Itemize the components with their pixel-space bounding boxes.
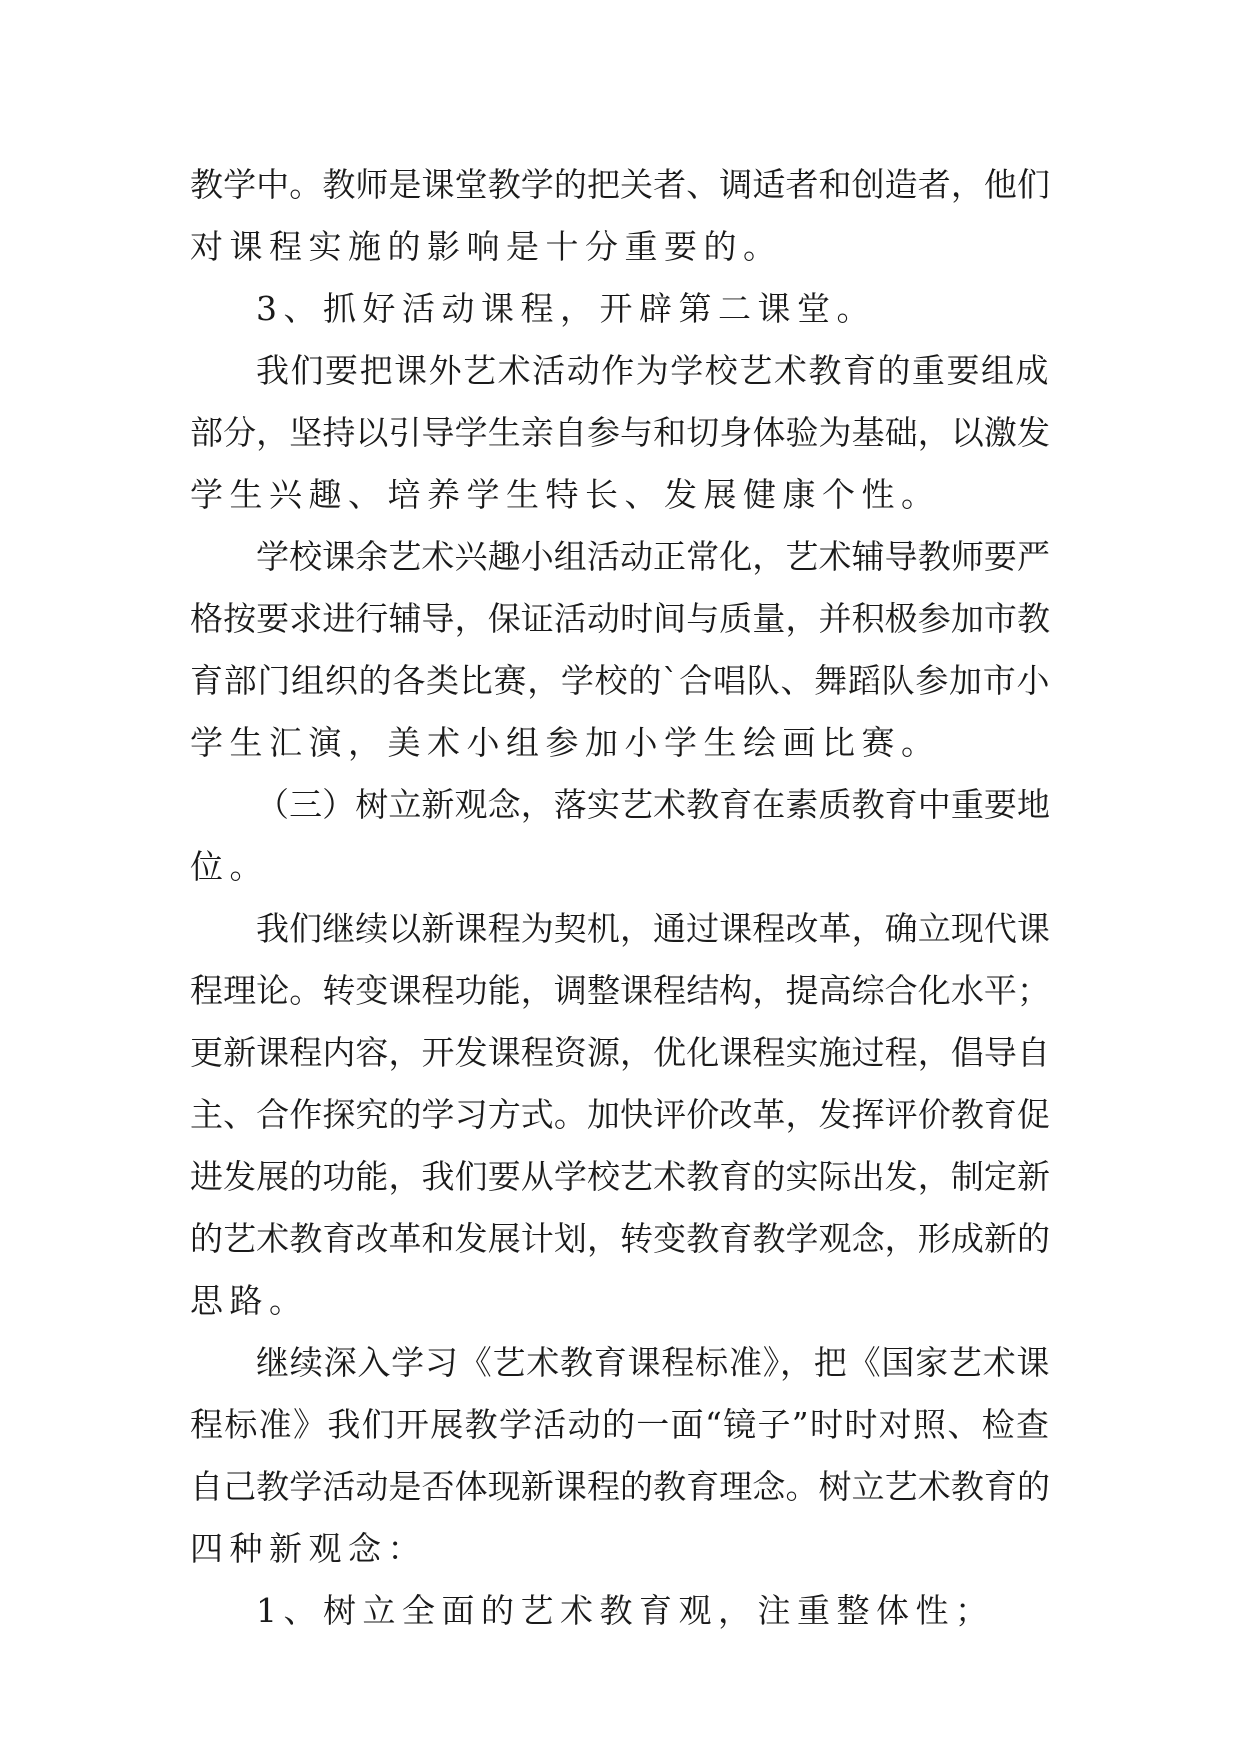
- text-line-4: 我们要把课外艺术活动作为学校艺术教育的重要组成: [256, 351, 1050, 390]
- text-line-15: 更新课程内容，开发课程资源，优化课程实施过程，倡导自: [190, 1033, 1050, 1072]
- text-line-23: 四种新观念：: [190, 1529, 427, 1568]
- text-line-11: （三）树立新观念，落实艺术教育在素质教育中重要地: [256, 785, 1050, 824]
- text-line-2: 对课程实施的影响是十分重要的。: [190, 227, 783, 266]
- text-line-16: 主、合作探究的学习方式。加快评价改革，发挥评价教育促: [190, 1095, 1050, 1134]
- text-line-12: 位。: [190, 847, 269, 886]
- text-line-20: 继续深入学习《艺术教育课程标准》，把《国家艺术课: [256, 1343, 1050, 1382]
- text-line-6: 学生兴趣、培养学生特长、发展健康个性。: [190, 475, 941, 514]
- text-line-21: 程标准》我们开展教学活动的一面“镜子”时时对照、检查: [190, 1405, 1050, 1444]
- text-line-19: 思路。: [190, 1281, 309, 1320]
- text-line-3: 3、抓好活动课程，开辟第二课堂。: [256, 289, 876, 328]
- text-line-18: 的艺术教育改革和发展计划，转变教育教学观念，形成新的: [190, 1219, 1050, 1258]
- text-line-1: 教学中。教师是课堂教学的把关者、调适者和创造者，他们: [190, 165, 1050, 204]
- text-line-22: 自己教学活动是否体现新课程的教育理念。树立艺术教育的: [190, 1467, 1050, 1506]
- text-line-5: 部分，坚持以引导学生亲自参与和切身体验为基础，以激发: [190, 413, 1050, 452]
- text-line-24: 1、树立全面的艺术教育观，注重整体性；: [256, 1591, 995, 1630]
- text-line-17: 进发展的功能，我们要从学校艺术教育的实际出发，制定新: [190, 1157, 1050, 1196]
- text-line-13: 我们继续以新课程为契机，通过课程改革，确立现代课: [256, 909, 1050, 948]
- text-line-14: 程理论。转变课程功能，调整课程结构，提高综合化水平；: [190, 971, 1050, 1010]
- text-line-10: 学生汇演，美术小组参加小学生绘画比赛。: [190, 723, 941, 762]
- text-line-9: 育部门组织的各类比赛，学校的`合唱队、舞蹈队参加市小: [190, 661, 1050, 700]
- text-line-7: 学校课余艺术兴趣小组活动正常化，艺术辅导教师要严: [256, 537, 1050, 576]
- text-line-8: 格按要求进行辅导，保证活动时间与质量，并积极参加市教: [190, 599, 1050, 638]
